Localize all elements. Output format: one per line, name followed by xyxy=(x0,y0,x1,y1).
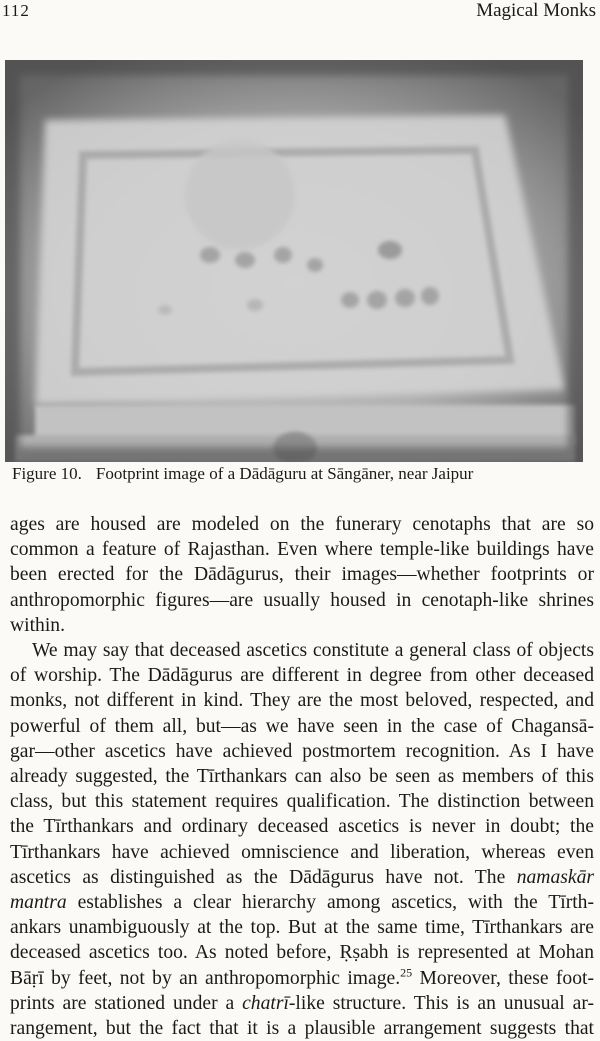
text-line: rangement, but the fact that it is a plausible arrangement suggests that xyxy=(10,1018,594,1040)
figure-caption-text: Footprint image of a Dādāguru at Sāngāner, near Jaipur xyxy=(95,464,474,483)
text-line: powerful of them all, but—as we have seen in the case of Chagansā- xyxy=(10,715,594,737)
text-line: of worship. The Dādāgurus are different in degree from other deceased xyxy=(10,665,594,687)
text-line xyxy=(10,890,594,915)
figure-caption xyxy=(12,464,592,484)
text-line: common a feature of Rajasthan. Even where temple-like buildings have xyxy=(10,539,594,561)
text-run: establishes a clear hierarchy among ascetics, with the Tīrth- xyxy=(77,892,595,914)
text-line xyxy=(10,991,594,1016)
paragraph-continuation xyxy=(10,512,594,638)
text-line: deceased ascetics too. As noted before, Ṛṣabh is represented at Mohan xyxy=(10,942,594,964)
italic-term-mantra: mantra xyxy=(10,892,67,914)
body-text xyxy=(10,512,594,1041)
text-line xyxy=(10,865,594,890)
figure-label: Figure 10. xyxy=(12,464,82,483)
text-line: ankars unambiguously at the top. But at the same time, Tīrthankars are xyxy=(10,917,594,939)
paragraph-deceased-ascetics xyxy=(10,638,594,1041)
text-line: ages are housed are modeled on the funerary cenotaphs that are so xyxy=(10,514,594,535)
text-run: -like structure. This is an unusual ar- xyxy=(288,992,594,1014)
text-line: class, but this statement requires qualification. The distinction between xyxy=(10,791,594,813)
italic-term-namaskar: namaskār xyxy=(516,866,594,888)
running-head xyxy=(0,0,600,22)
text-line xyxy=(10,966,594,991)
italic-term-chatri: chatrī xyxy=(242,992,289,1014)
text-run: Bāṛī by feet, not by an anthropomorphic image. xyxy=(10,967,401,989)
text-line: anthropomorphic figures—are usually housed in cenotaph-like shrines xyxy=(10,589,594,611)
text-line: the Tīrthankars and ordinary deceased ascetics is never in doubt; the xyxy=(10,816,594,838)
text-run: ascetics as distinguished as the Dādāgurus have not. The xyxy=(10,866,506,888)
footprint-shrine-photo xyxy=(5,60,583,462)
text-line: gar—other ascetics have achieved postmortem recognition. As I have xyxy=(10,740,594,762)
text-run: Moreover, these foot- xyxy=(412,967,594,989)
figure-photo xyxy=(5,60,583,462)
text-line: within. xyxy=(10,614,65,636)
page-number: 112 xyxy=(2,1,30,20)
text-run: prints are stationed under a xyxy=(10,992,243,1014)
text-line: been erected for the Dādāgurus, their images—whether footprints or xyxy=(10,564,594,586)
footnote-reference[interactable]: 25 xyxy=(400,965,413,980)
text-line: monks, not different in kind. They are the most beloved, respected, and xyxy=(10,690,594,712)
text-line: already suggested, the Tīrthankars can also be seen as members of this xyxy=(10,766,594,788)
text-line: We may say that deceased ascetics constitute a general class of objects xyxy=(32,640,594,662)
running-title: Magical Monks xyxy=(476,0,596,21)
text-line: Tīrthankars have achieved omniscience and liberation, whereas even xyxy=(10,841,594,863)
